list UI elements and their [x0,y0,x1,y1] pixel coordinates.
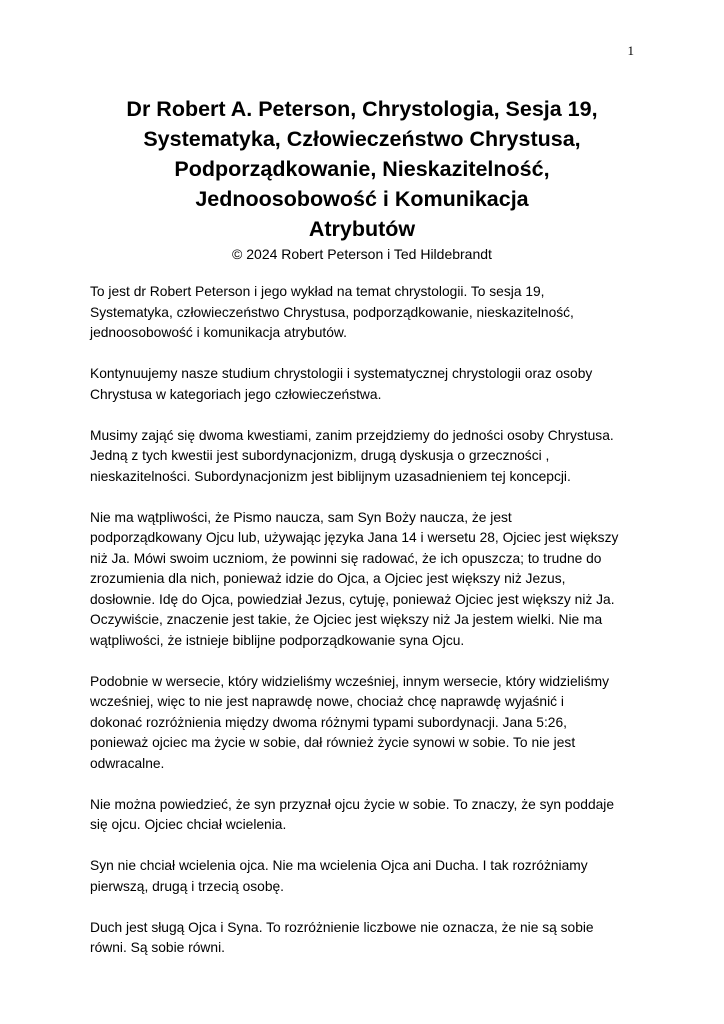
text-line: podporządkowany Ojcu lub, używając języka Jana 14 i wersetu 28, Ojciec jest większy [90,530,619,545]
text-line: Musimy zająć się dwoma kwestiami, zanim przejdziemy do jedności osoby Chrystusa. [90,427,614,443]
document-title-line-3: Podporządkowanie, Nieskazitelność, [174,157,550,181]
text-line: Nie można powiedzieć, że syn przyznał ojcu życie w sobie. To znaczy, że syn poddaje [90,796,615,812]
text-line: pierwszą, drugą i trzecią osobę. [90,878,285,894]
text-line: Systematyka, człowieczeństwo Chrystusa, podporządkowanie, nieskazitelność, [90,304,574,320]
text-line: Podobnie w wersecie, który widzieliśmy wcześniej, innym wersecie, który widzieliśmy [90,673,610,689]
text-line: odwracalne. [90,755,165,771]
copyright-notice: © 2024 Robert Peterson i Ted Hildebrandt [232,246,492,262]
paragraph [90,364,650,405]
document-title-line-1: Dr Robert A. Peterson, Chrystologia, Sesja 19, [126,97,598,121]
text-line: Oczywiście, znaczenie jest takie, że Ojciec jest większy niż Ja jestem wielki. Nie ma [90,612,603,627]
text-line: Nie ma wątpliwości, że Pismo naucza, sam Syn Boży naucza, że jest [90,509,512,525]
paragraph [90,426,650,488]
text-line: nieskazitelności. Subordynacjonizm jest biblijnym uzasadnieniem tej koncepcji. [90,468,571,484]
paragraph [90,795,650,836]
text-line: niż Ja. Mówi swoim uczniom, że powinni się radować, że ich opuszcza; to trudne do [90,550,602,566]
text-line: To jest dr Robert Peterson i jego wykład na temat chrystologii. To sesja 19, [90,284,545,299]
text-line: wątpliwości, że istnieje biblijne podporządkowanie syna Ojcu. [90,632,465,648]
document-body [90,282,650,979]
page-number: 1 [627,43,634,58]
document-title-line-4: Jednoosobowość i Komunikacja [195,187,529,211]
text-line: się ojcu. Ojciec chciał wcielenia. [90,817,287,832]
text-line: wcześniej, więc to nie jest naprawdę nowe, chociaż chcę naprawdę wyjaśnić i [90,694,564,709]
paragraph [90,508,650,652]
text-line: ponieważ ojciec ma życie w sobie, dał również życie synowi w sobie. To nie jest [90,735,576,750]
text-line: Duch jest sługą Ojca i Syna. To rozróżnienie liczbowe nie oznacza, że nie są sobie [90,919,594,935]
text-line: zrozumienia dla nich, ponieważ idzie do Ojca, a Ojciec jest większy niż Jezus, [90,571,566,586]
text-line: Chrystusa w kategoriach jego człowieczeństwa. [90,386,382,402]
text-line: jednoosobowość i komunikacja atrybutów. [90,325,347,340]
paragraph [90,672,650,775]
text-line: Kontynuujemy nasze studium chrystologii i systematycznej chrystologii oraz osoby [90,366,593,381]
text-line: równi. Są sobie równi. [90,940,225,955]
text-line: dokonać rozróżnienia między dwoma różnymi typami subordynacji. Jana 5:26, [90,714,567,730]
paragraph [90,856,650,897]
text-line: dosłownie. Idę do Ojca, powiedział Jezus, cytuję, ponieważ Ojciec jest większy niż Ja. [90,591,615,607]
document-header [60,94,664,264]
text-line: Syn nie chciał wcielenia ojca. Nie ma wcielenia Ojca ani Ducha. I tak rozróżniamy [90,858,588,873]
document-title-line-2: Systematyka, Człowieczeństwo Chrystusa, [143,127,581,151]
document-title-line-5: Atrybutów [308,217,416,241]
paragraph [90,282,650,344]
text-line: Jedną z tych kwestii jest subordynacjonizm, drugą dyskusja o grzeczności , [90,448,550,463]
paragraph [90,918,650,959]
